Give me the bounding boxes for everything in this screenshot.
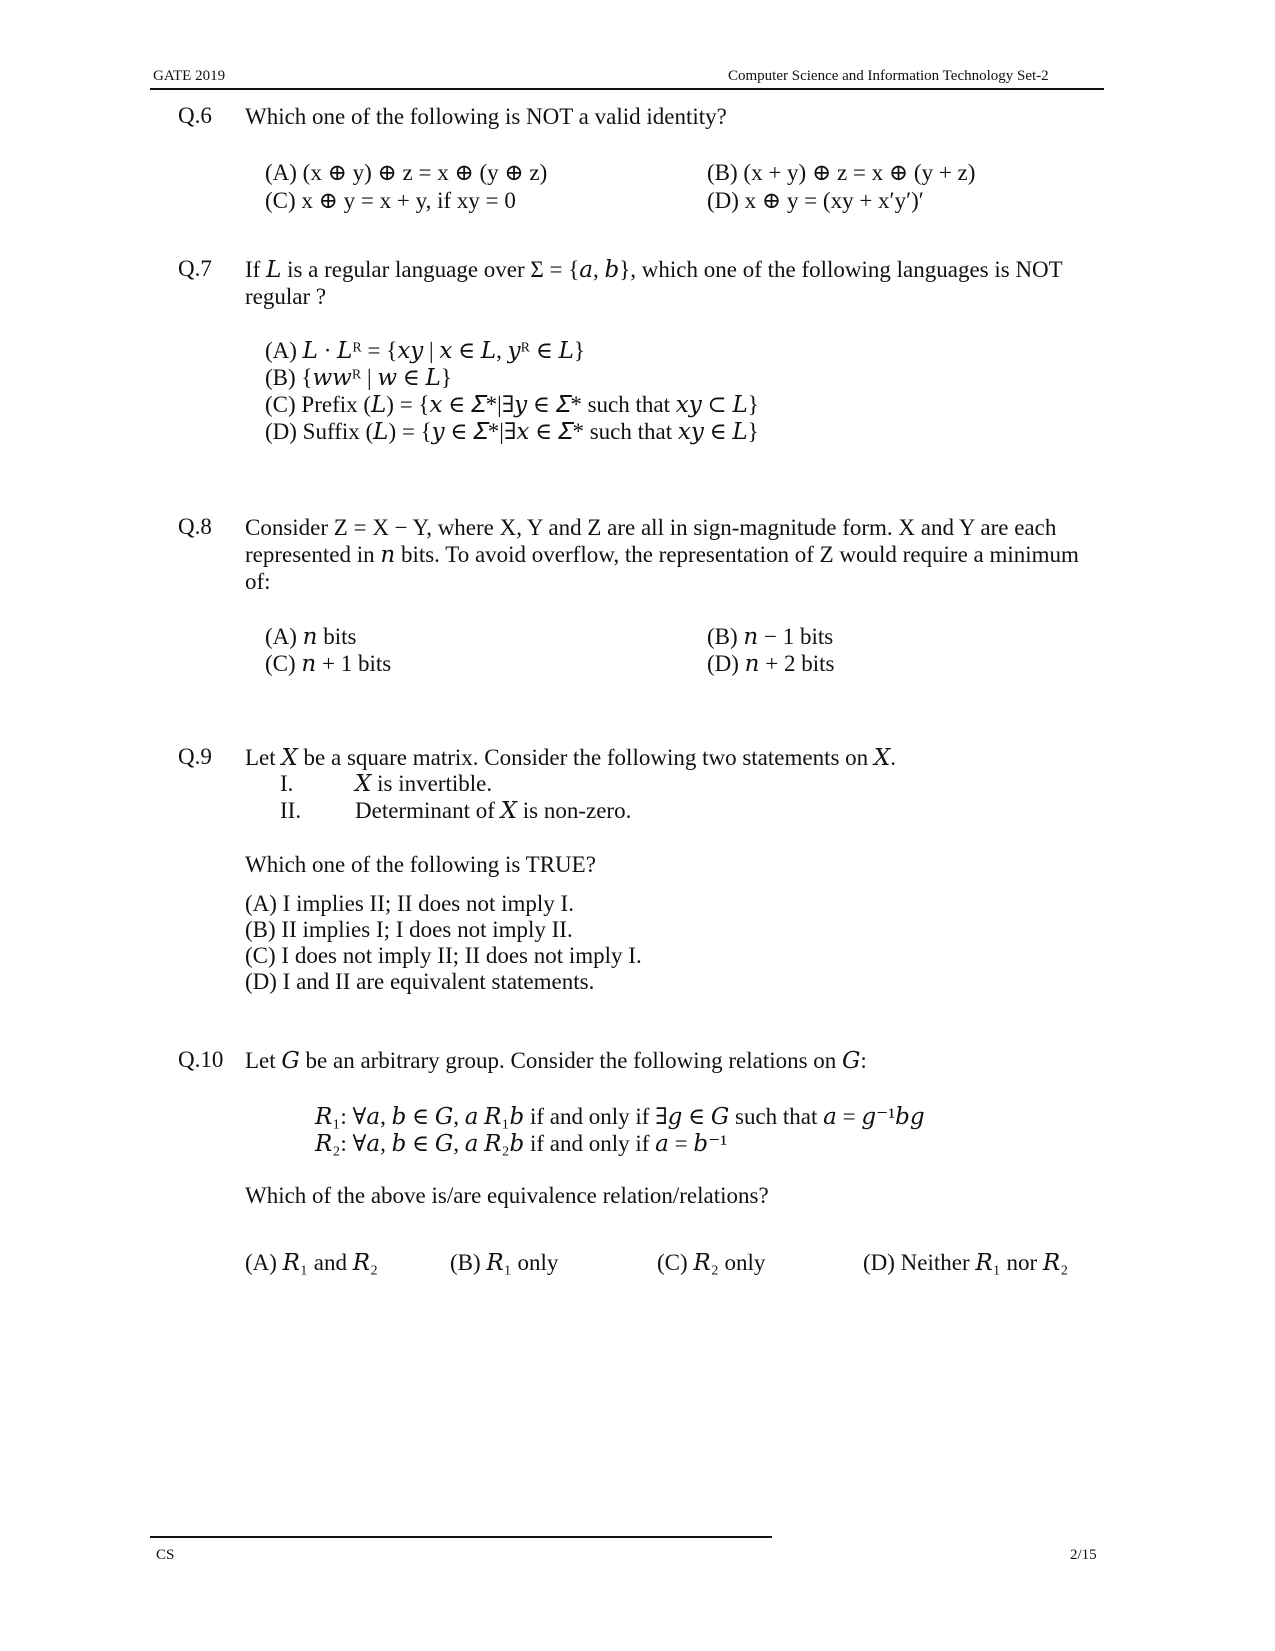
header-paper-title: Computer Science and Information Technology Set-2 (728, 68, 1049, 84)
question-number: Q.6 (178, 103, 212, 128)
question-text-line-3: of: (245, 569, 271, 594)
question-number: Q.8 (178, 514, 212, 539)
option-c: (C) I does not imply II; II does not imply I. (245, 943, 642, 968)
question-text: Which one of the following is NOT a valid identity? (245, 104, 727, 129)
relation-r2: 𝑅₂: ∀𝑎, 𝑏 ∈ 𝐺, 𝑎 𝑅₂𝑏 if and only if 𝑎 = 𝑏⁻¹ (315, 1131, 728, 1156)
header-rule (150, 88, 1104, 90)
question-number: Q.7 (178, 256, 212, 281)
option-d: (D) Neither 𝑅₁ nor 𝑅₂ (863, 1250, 1069, 1275)
option-c: (C) Prefix (𝐿) = {𝑥 ∈ 𝛴*|∃𝑦 ∈ 𝛴* such that 𝑥𝑦 ⊂ 𝐿} (265, 392, 759, 417)
option-d: (D) I and II are equivalent statements. (245, 969, 595, 994)
question-prompt: Which one of the following is TRUE? (245, 852, 596, 877)
option-b: (B) (x + y) ⊕ z = x ⊕ (y + z) (707, 160, 976, 185)
question-number: Q.9 (178, 744, 212, 769)
option-a: (A) (x ⊕ y) ⊕ z = x ⊕ (y ⊕ z) (265, 160, 548, 185)
option-b: (B) II implies I; I does not imply II. (245, 917, 573, 942)
option-a: (A) 𝐿 · 𝐿ᴿ = {𝑥𝑦 | 𝑥 ∈ 𝐿, 𝑦ᴿ ∈ 𝐿} (265, 338, 585, 363)
header-exam-title: GATE 2019 (153, 68, 226, 84)
relation-r1: 𝑅₁: ∀𝑎, 𝑏 ∈ 𝐺, 𝑎 𝑅₁𝑏 if and only if ∃𝑔 ∈ 𝐺 such that 𝑎 = 𝑔⁻¹𝑏𝑔 (315, 1104, 925, 1129)
option-d: (D) 𝑛 + 2 bits (707, 651, 835, 676)
statement-label: I. (280, 771, 294, 796)
footer-rule (150, 1536, 772, 1538)
option-d: (D) x ⊕ y = (xy + x′y′)′ (707, 188, 924, 213)
footer-subject-code: CS (156, 1547, 175, 1563)
statement-label: II. (280, 798, 302, 823)
question-text-line-1: If 𝐿 is a regular language over Σ = {𝑎, 𝑏}, which one of the following languages is NOT (245, 257, 1063, 282)
option-c: (C) 𝑅₂ only (657, 1250, 766, 1275)
question-text-line-1: Consider Z = X − Y, where X, Y and Z are all in sign-magnitude form. X and Y are each (245, 515, 1057, 540)
option-a: (A) 𝑅₁ and 𝑅₂ (245, 1250, 379, 1275)
question-text: Let 𝐺 be an arbitrary group. Consider the following relations on 𝐺: (245, 1048, 867, 1073)
question-text: Let 𝑋 be a square matrix. Consider the following two statements on 𝑋. (245, 745, 897, 770)
option-a: (A) 𝑛 bits (265, 624, 357, 649)
question-prompt: Which of the above is/are equivalence relation/relations? (245, 1183, 769, 1208)
question-number: Q.10 (178, 1047, 224, 1072)
statement-text: 𝑋 is invertible. (355, 771, 493, 796)
option-c: (C) 𝑛 + 1 bits (265, 651, 392, 676)
option-c: (C) x ⊕ y = x + y, if xy = 0 (265, 188, 516, 213)
question-text-line-2: represented in 𝑛 bits. To avoid overflow, the representation of Z would require a minimum (245, 542, 1079, 567)
statement-text: Determinant of 𝑋 is non-zero. (355, 798, 632, 823)
option-b: (B) 𝑅₁ only (450, 1250, 559, 1275)
question-text-line-2: regular ? (245, 284, 327, 309)
option-d: (D) Suffix (𝐿) = {𝑦 ∈ 𝛴*|∃𝑥 ∈ 𝛴* such that 𝑥𝑦 ∈ 𝐿} (265, 419, 759, 444)
page-number: 2/15 (1070, 1547, 1097, 1563)
option-b: (B) 𝑛 − 1 bits (707, 624, 834, 649)
option-b: (B) {𝑤𝑤ᴿ | 𝑤 ∈ 𝐿} (265, 365, 452, 390)
option-a: (A) I implies II; II does not imply I. (245, 891, 574, 916)
